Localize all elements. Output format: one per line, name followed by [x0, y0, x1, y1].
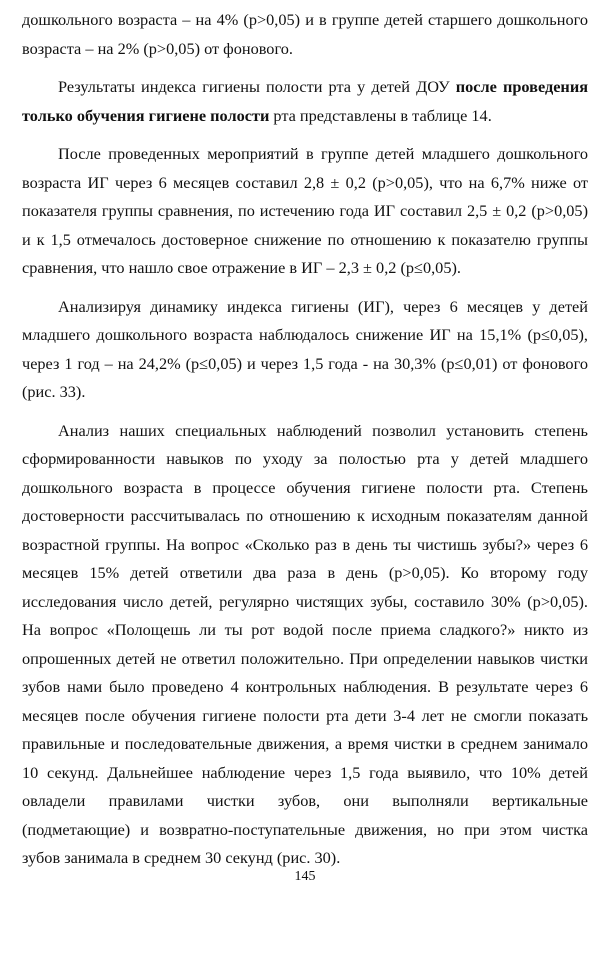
document-page: [22, 6, 588, 873]
text-run: рта представлены в таблице 14.: [269, 105, 492, 125]
text-line: 10 секунд. Дальнейшее наблюдение через 1,5 года выявило, что 10% детей: [22, 762, 588, 782]
text-line: (подметающие) и возвратно-поступательные движения, но при этом чистка: [22, 819, 588, 839]
page-number: 145: [294, 869, 316, 884]
text-line: исследования число детей, регулярно чистящих зубы, составило 30% (р>0,05).: [22, 591, 588, 611]
text-line: зубов нами было проведено 4 контрольных наблюдения. В результате через 6: [22, 677, 588, 696]
paragraph-1: [22, 6, 588, 63]
text-line: достоверности рассчитывалась по отношению к исходным показателям данной: [22, 506, 588, 525]
text-line: дошкольного возраста в процессе обучения гигиене полости рта. Степень: [22, 477, 588, 497]
text-line: возрастной группы. На вопрос «Сколько раз в день ты чистишь зубы?» через 6: [22, 534, 588, 554]
text-line: и к 1,5 отмечалось достоверное снижение по отношению к показателю группы: [22, 229, 588, 249]
paragraph-3: [22, 140, 588, 283]
bold-text-run: после проведения: [455, 77, 589, 96]
text-line: возраста ИГ через 6 месяцев составил 2,8 ± 0,2 (р>0,05), что на 6,7% ниже от: [22, 172, 588, 192]
text-line: младшего дошкольного возраста наблюдалось снижение ИГ на 15,1% (р≤0,05),: [22, 325, 588, 344]
text-run: Результаты индекса гигиены полости рта у детей ДОУ: [58, 77, 456, 96]
text-line: Анализируя динамику индекса гигиены (ИГ), через 6 месяцев у детей: [58, 296, 588, 316]
text-line: дошкольного возраста – на 4% (р>0,05) и в группе детей старшего дошкольного: [22, 10, 588, 29]
text-line: опрошенных детей не ответил положительно. При определении навыков чистки: [22, 648, 588, 668]
text-line: [22, 73, 588, 102]
text-line: показателя группы сравнения, по истечению года ИГ составил 2,5 ± 0,2 (р>0,05): [22, 201, 588, 220]
text-line: месяцев после обучения гигиене полости рта дети 3-4 лет не смогли показать: [22, 705, 588, 725]
text-line: месяцев 15% детей ответили два раза в день (р>0,05). Ко второму году: [22, 563, 588, 582]
text-line: зубов занимала в среднем 30 секунд (рис. 30).: [22, 848, 341, 867]
bold-text-run: только обучения гигиене полости: [22, 105, 270, 125]
text-line: На вопрос «Полощешь ли ты рот водой после приема сладкого?» никто из: [22, 620, 588, 639]
text-line: возраста – на 2% (р>0,05) от фонового.: [22, 38, 293, 58]
text-line: через 1 год – на 24,2% (р≤0,05) и через 1,5 года - на 30,3% (р≤0,01) от фонового: [22, 353, 588, 373]
text-line: правильные и последовательные движения, а время чистки в среднем занимало: [22, 734, 588, 753]
paragraph-2: [22, 73, 588, 130]
text-line: (рис. 33).: [22, 382, 86, 401]
text-line: сформированности навыков по уходу за полостью рта у детей младшего: [22, 449, 588, 468]
text-line: [22, 102, 588, 131]
paragraph-4: [22, 293, 588, 407]
paragraph-5: [22, 417, 588, 873]
text-line: овладели правилами чистки зубов, они выполняли вертикальные: [22, 791, 588, 810]
text-line: Анализ наших специальных наблюдений позволил установить степень: [58, 420, 588, 440]
text-line: После проведенных мероприятий в группе детей младшего дошкольного: [58, 144, 588, 163]
text-line: сравнения, что нашло свое отражение в ИГ – 2,3 ± 0,2 (р≤0,05).: [22, 258, 461, 277]
